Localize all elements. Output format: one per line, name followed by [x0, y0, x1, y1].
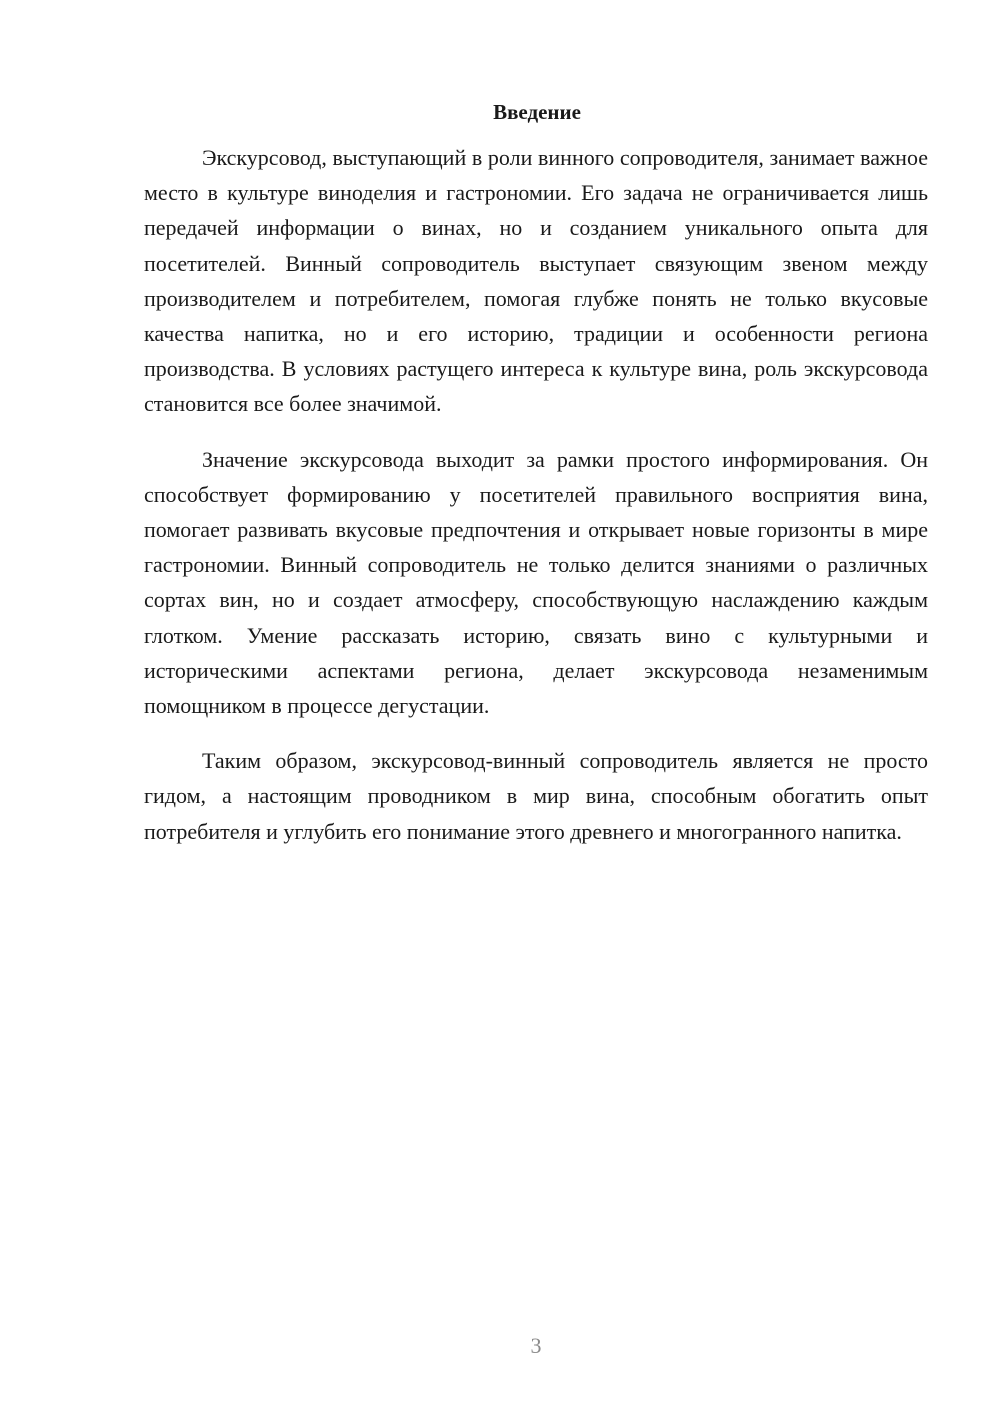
paragraph-2: Значение экскурсовода выходит за рамки простого информирования. Он способствует формированию у посетителей правильного восприятия вина, помогает развивать вкусовые предпочтения и открывает новые горизонты в мире гастрономии. Винный сопроводитель не только делится знаниями о различных сортах вин, но и создает атмосферу, способствующую наслаждению каждым глотком. Умение рассказать историю, связать вино с культурными и историческими аспектами региона, делает экскурсовода незаменимым помощником в процессе дегустации.: [144, 446, 928, 719]
page-title: Введение: [493, 100, 581, 124]
page-content: [144, 96, 928, 849]
page-number: 3: [530, 1333, 542, 1358]
paragraph-3: Таким образом, экскурсовод-винный сопроводитель является не просто гидом, а настоящим проводником в мир вина, способным обогатить опыт потребителя и углубить его понимание этого древнего и многогранного напитка.: [144, 748, 928, 844]
paragraph-1: Экскурсовод, выступающий в роли винного сопроводителя, занимает важное место в культуре виноделия и гастрономии. Его задача не ограничивается лишь передачей информации о винах, но и созданием уникального опыта для посетителей. Винный сопроводитель выступает связующим звеном между производителем и потребителем, помогая глубже понять не только вкусовые качества напитка, но и его историю, традиции и особенности региона производства. В условиях растущего интереса к культуре вина, роль экскурсовода становится все более значимой.: [144, 145, 928, 417]
